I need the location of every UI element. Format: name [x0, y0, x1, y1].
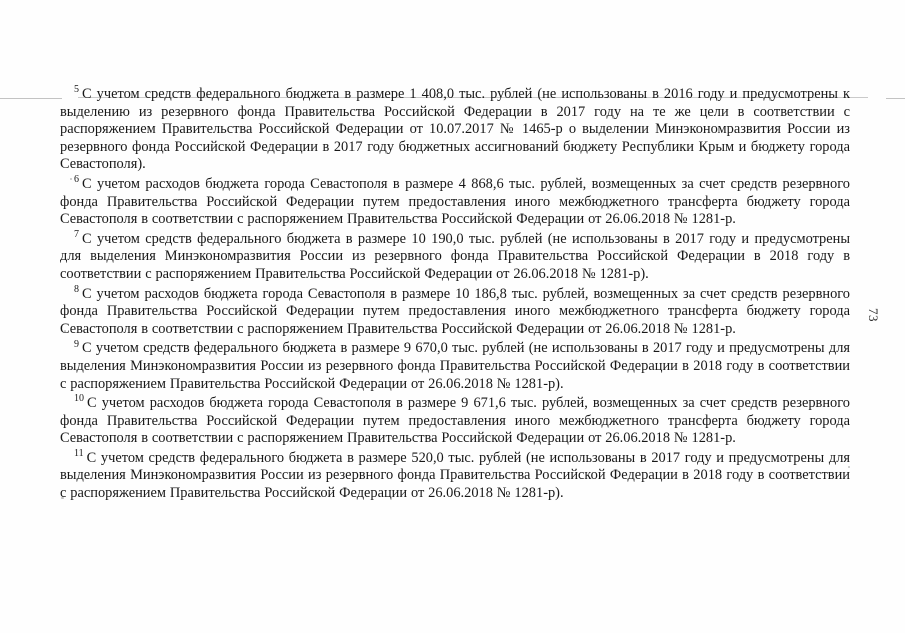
- footnote-marker: 6: [74, 174, 79, 186]
- footnote-marker: 9: [74, 338, 79, 350]
- footnote-text: С учетом средств федерального бюджета в размере 10 190,0 тыс. рублей (не использованы в 2017 году и предусмотрены для выделения Минэкономразвития России из резервного фонда Правительства Российской Федерации в 2018 году в соответствии с распоряжением Правительства Российской Федерации от 26.06.2018 № 1281-р).: [60, 230, 850, 282]
- footnote-marker: 8: [74, 283, 79, 295]
- footnote-marker: 5: [74, 84, 79, 96]
- scan-artifact-rule-right: [886, 98, 905, 99]
- footnote-text: С учетом средств федерального бюджета в размере 9 670,0 тыс. рублей (не использованы в 2017 году и предусмотрены для выделения Минэкономразвития России из резервного фонда Правительства Российской Федерации в 2018 году в соответствии с распоряжением Правительства Российской Федерации от 26.06.2018 № 1281-р).: [60, 340, 850, 392]
- footnote-marker: 7: [74, 228, 79, 240]
- footnote-item: [60, 283, 850, 339]
- footnote-item: [60, 395, 850, 448]
- footnote-text: С учетом расходов бюджета города Севастополя в размере 10 186,8 тыс. рублей, возмещенных за счет средств резервного фонда Правительства Российской Федерации путем предоставления иного межбюджетного трансферта бюджету города Севастополя в соответствии с распоряжением Правительства Российской Федерации от 26.06.2018 № 1281-р.: [60, 285, 850, 337]
- footnote-text: С учетом расходов бюджета города Севастополя в размере 9 671,6 тыс. рублей, возмещенных за счет средств резервного фонда Правительства Российской Федерации путем предоставления иного межбюджетного трансферта бюджету города Севастополя в соответствии с распоряжением Правительства Российской Федерации от 26.06.2018 № 1281-р.: [60, 395, 850, 447]
- footnote-marker: 11: [74, 448, 84, 460]
- footnote-item: [60, 340, 850, 393]
- footnote-marker: 10: [74, 393, 84, 405]
- footnote-block: [60, 86, 850, 505]
- page-number: 73: [866, 308, 881, 322]
- footnote-item: [60, 176, 850, 229]
- footnote-text: С учетом расходов бюджета города Севастополя в размере 4 868,6 тыс. рублей, возмещенных за счет средств резервного фонда Правительства Российской Федерации путем предоставления иного межбюджетного трансферта бюджету города Севастополя в соответствии с распоряжением Правительства Российской Федерации от 26.06.2018 № 1281-р.: [60, 175, 850, 228]
- footnote-item: [60, 86, 850, 174]
- footnote-item: [60, 450, 850, 503]
- footnote-text: С учетом средств федерального бюджета в размере 1 408,0 тыс. рублей (не использованы в 2016 году и предусмотрены к выделению из резервного фонда Правительства Российской Федерации в 2017 году на те же цели в соответствии с распоряжением Правительства Российской Федерации от 10.07.2017 № 1465-р о выделении Минэкономразвития России из резервного фонда Российской Федерации в 2017 году бюджетных ассигнований бюджету Республики Крым и бюджету города Севастополя).: [60, 86, 850, 173]
- footnote-item: [60, 228, 850, 284]
- scan-artifact-rule-left: [0, 98, 62, 99]
- footnote-text: С учетом средств федерального бюджета в размере 520,0 тыс. рублей (не использованы в 2017 году и предусмотрены для выделения Минэкономразвития России из резервного фонда Правительства Российской Федерации в 2018 году в соответствии с распоряжением Правительства Российской Федерации от 26.06.2018 № 1281-р).: [60, 449, 850, 502]
